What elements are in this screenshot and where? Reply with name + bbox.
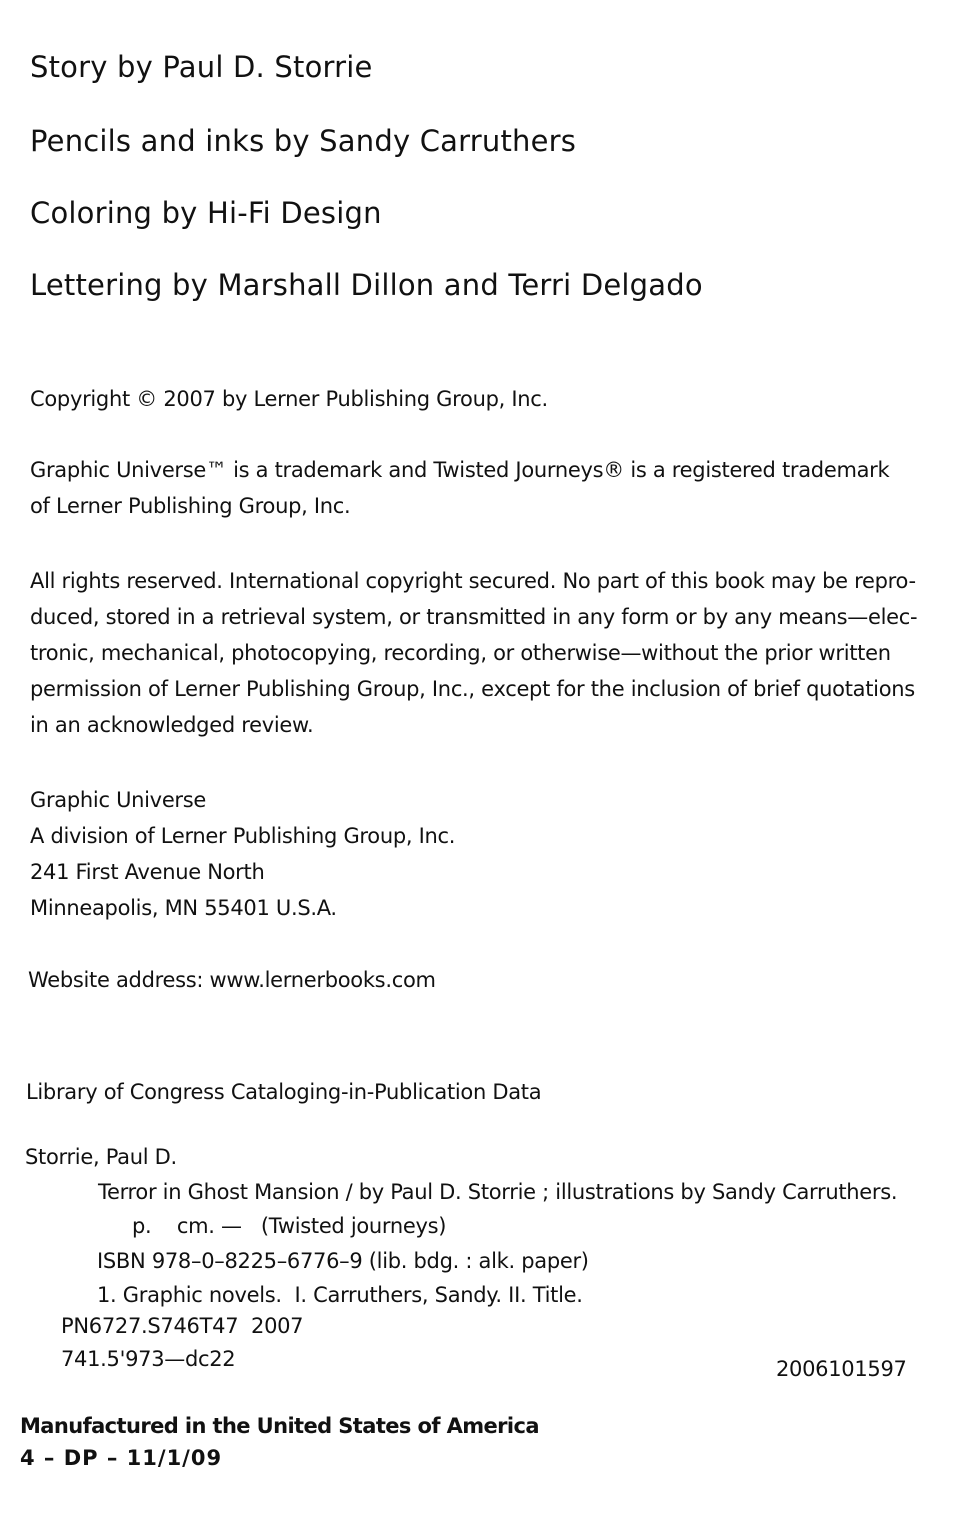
- publisher-street: 241 First Avenue North: [30, 860, 265, 884]
- publisher-name: Graphic Universe: [30, 788, 207, 812]
- publisher-city: Minneapolis, MN 55401 U.S.A.: [30, 896, 337, 920]
- cip-pages: p. cm. — (Twisted journeys): [132, 1214, 447, 1238]
- credit-coloring: Coloring by Hi-Fi Design: [30, 196, 382, 230]
- publisher-address: [30, 782, 935, 926]
- trademark-line: of Lerner Publishing Group, Inc.: [30, 494, 351, 518]
- rights-line: permission of Lerner Publishing Group, Inc., except for the inclusion of brief quotations: [30, 677, 915, 701]
- rights-line: in an acknowledged review.: [30, 713, 314, 737]
- credit-pencils: Pencils and inks by Sandy Carruthers: [30, 124, 577, 158]
- credit-lettering: Lettering by Marshall Dillon and Terri Delgado: [30, 268, 703, 302]
- cip-subjects: 1. Graphic novels. I. Carruthers, Sandy. II. Title.: [97, 1283, 583, 1307]
- trademark-notice: [30, 452, 935, 524]
- rights-line: tronic, mechanical, photocopying, recording, or otherwise—without the prior written: [30, 641, 891, 665]
- publisher-division: A division of Lerner Publishing Group, Inc.: [30, 824, 456, 848]
- cip-call-number: PN6727.S746T47 2007: [61, 1314, 304, 1338]
- cip-author: Storrie, Paul D.: [25, 1145, 177, 1169]
- cip-isbn: ISBN 978–0–8225–6776–9 (lib. bdg. : alk. paper): [97, 1249, 589, 1273]
- copyright-notice: Copyright © 2007 by Lerner Publishing Group, Inc.: [30, 387, 548, 411]
- rights-notice: [30, 563, 935, 743]
- rights-line: All rights reserved. International copyright secured. No part of this book may be repro-: [30, 569, 916, 593]
- manufactured-line: Manufactured in the United States of America: [20, 1414, 539, 1438]
- cip-lccn: 2006101597: [776, 1357, 907, 1381]
- website-address: Website address: www.lernerbooks.com: [28, 968, 436, 992]
- printing-code: 4 – DP – 11/1/09: [20, 1446, 223, 1470]
- credit-story: Story by Paul D. Storrie: [30, 50, 373, 84]
- rights-line: duced, stored in a retrieval system, or transmitted in any form or by any means—elec-: [30, 605, 918, 629]
- cip-dewey: 741.5'973—dc22: [61, 1347, 236, 1371]
- cip-title: Terror in Ghost Mansion / by Paul D. Storrie ; illustrations by Sandy Carruthers.: [98, 1180, 898, 1204]
- trademark-line: Graphic Universe™ is a trademark and Twisted Journeys® is a registered trademark: [30, 458, 890, 482]
- cip-heading: Library of Congress Cataloging-in-Publication Data: [26, 1080, 542, 1104]
